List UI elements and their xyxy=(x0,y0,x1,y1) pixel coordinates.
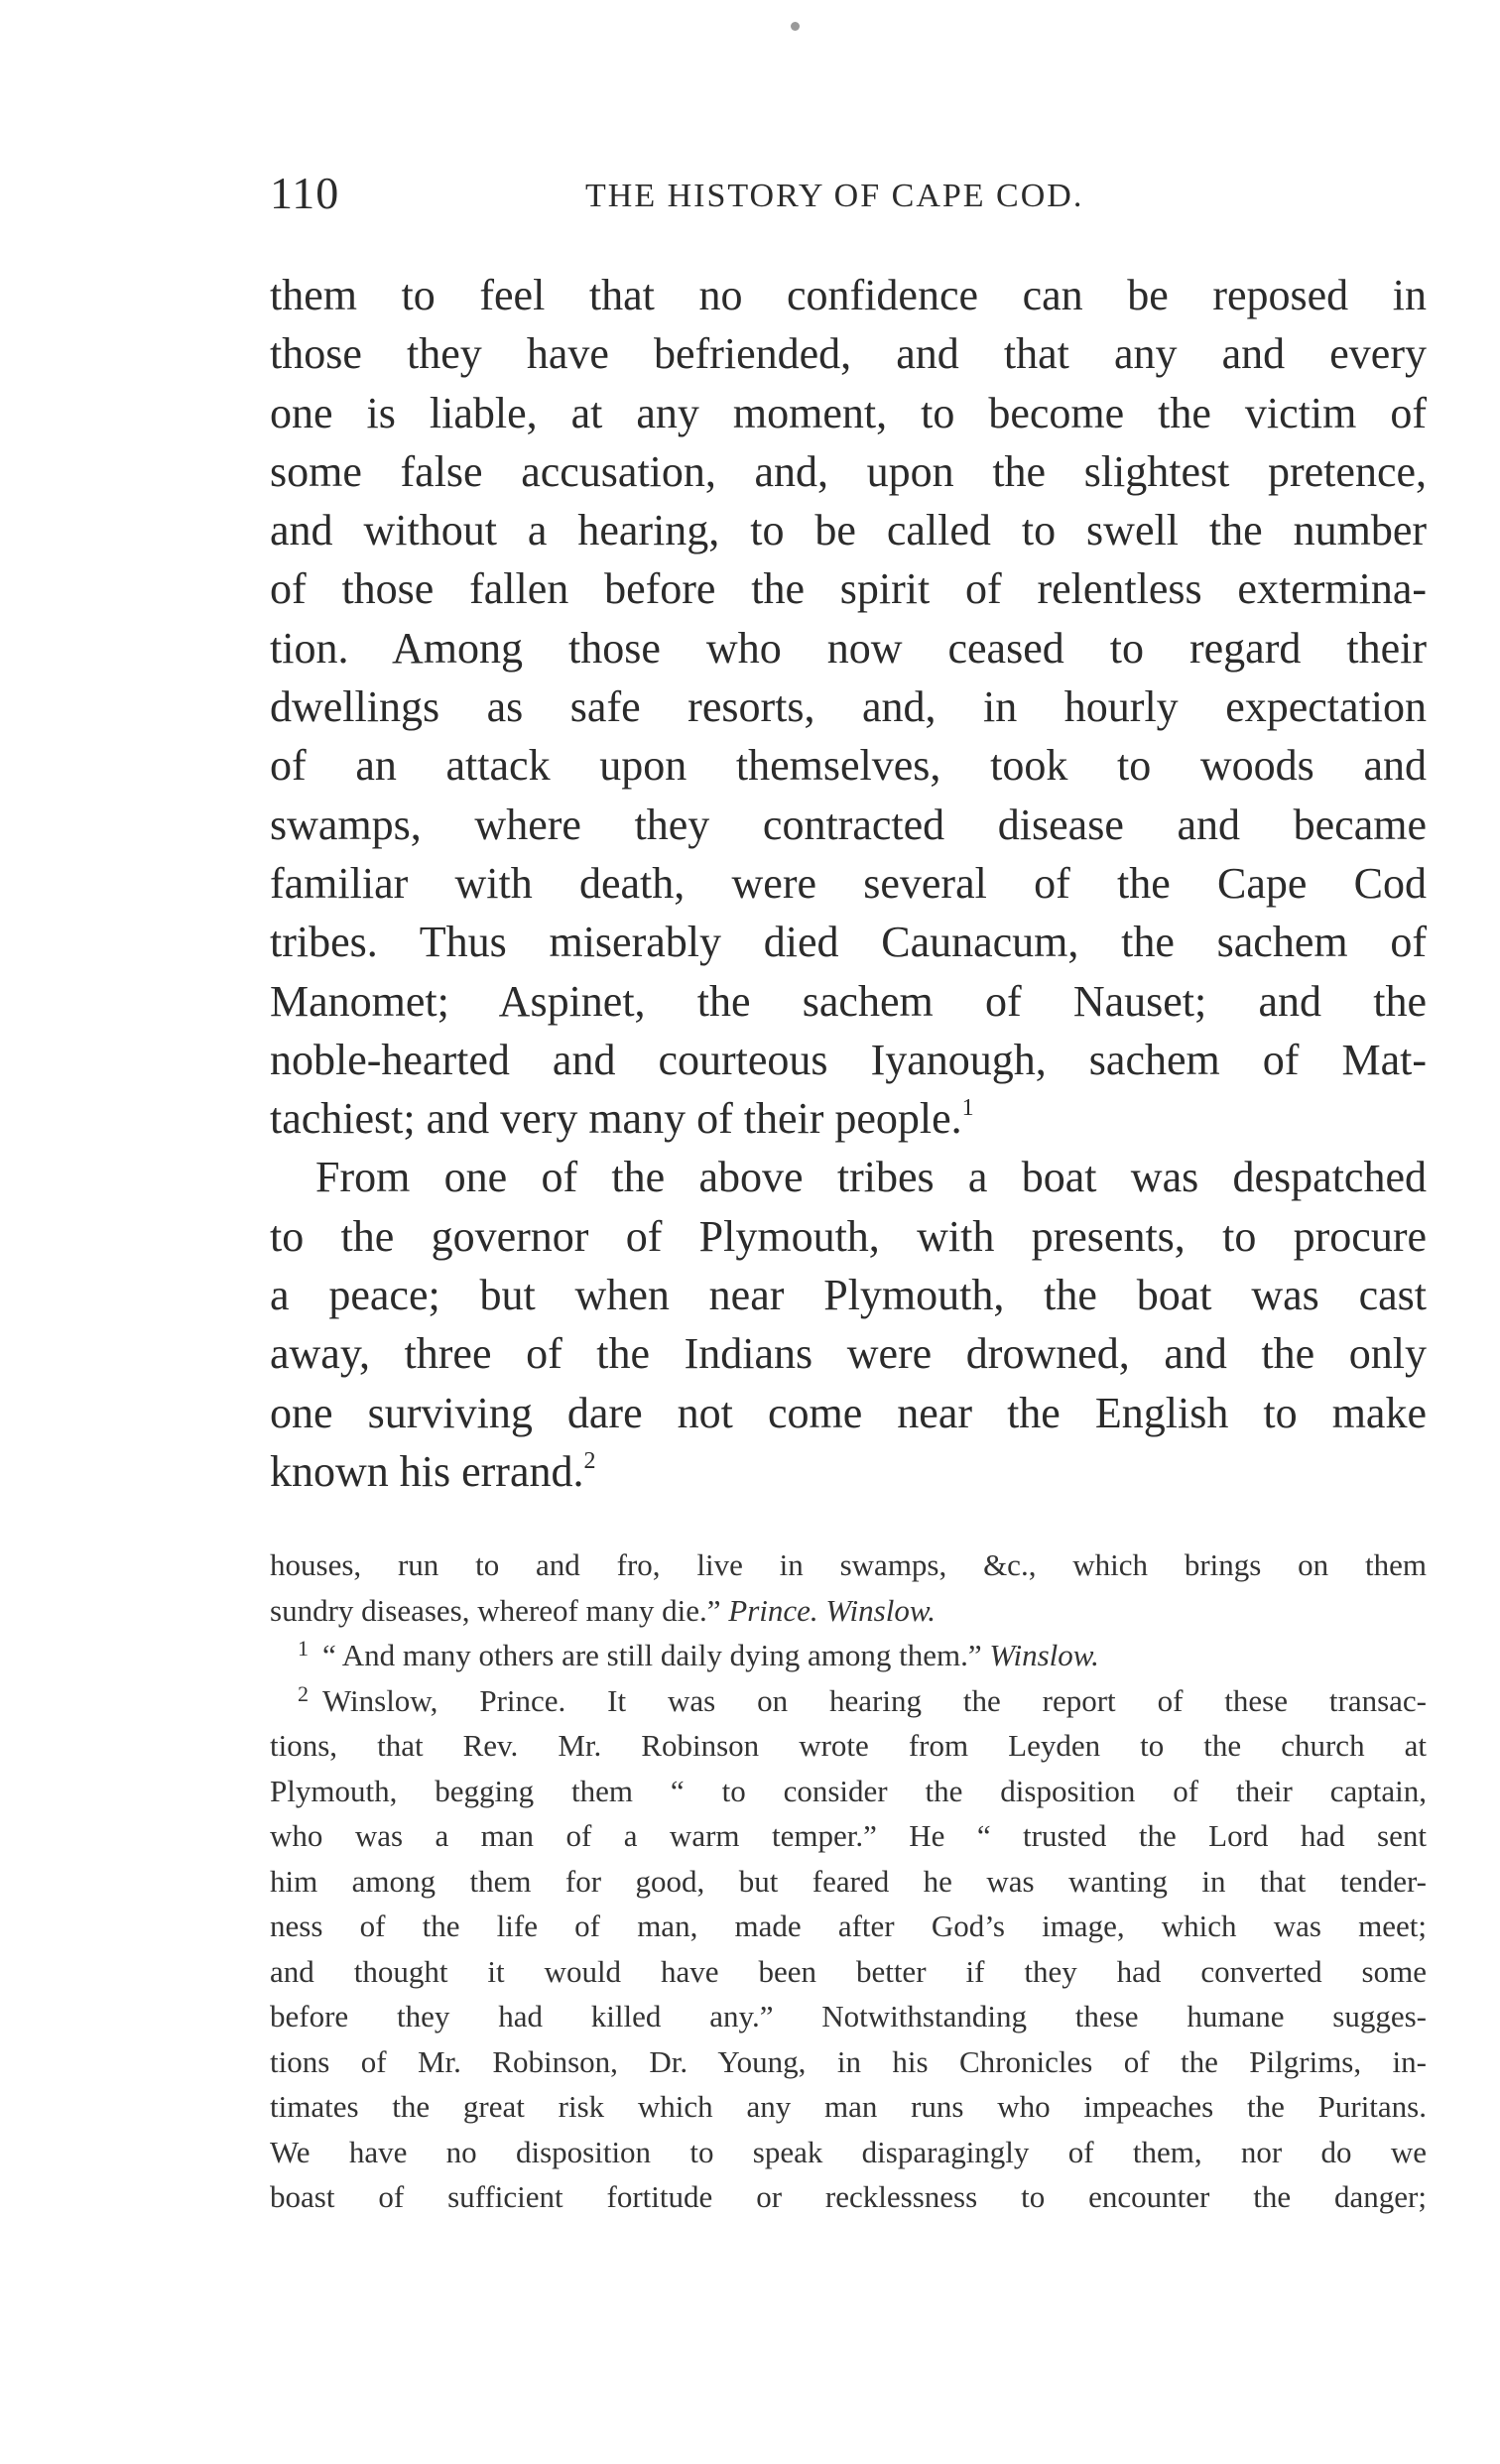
text-line: a peace; but when near Plymouth, the boat was cast xyxy=(270,1271,1427,1320)
text-line: From one of the above tribes a boat was despatched xyxy=(315,1153,1427,1202)
footnote-line: houses, run to and fro, live in swamps, &c., which brings on them xyxy=(270,1547,1427,1582)
text-line: to the governor of Plymouth, with presents, to procure xyxy=(270,1211,1427,1261)
footnote-line: boast of sufficient fortitude or recklessness to encounter the danger; xyxy=(270,2179,1427,2214)
footnote-line: tions, that Rev. Mr. Robinson wrote from Leyden to the church at xyxy=(270,1728,1427,1763)
main-text xyxy=(270,266,1427,1501)
text-line: of those fallen before the spirit of relentless extermina- xyxy=(270,564,1427,614)
page-header xyxy=(270,164,1431,223)
footnote-line: who was a man of a warm temper.” He “ trusted the Lord had sent xyxy=(270,1818,1427,1853)
text-line xyxy=(270,1442,1427,1501)
text-line: tribes. Thus miserably died Caunacum, the sachem of xyxy=(270,918,1427,967)
footnote-line: before they had killed any.” Notwithstanding these humane sugges- xyxy=(270,1999,1427,2033)
text-line: noble-hearted and courteous Iyanough, sachem of Mat- xyxy=(270,1035,1427,1084)
footnote-source: Winslow. xyxy=(825,1592,936,1628)
text-line-content: tachiest; and very many of their people. xyxy=(270,1094,962,1144)
footnote-marker: 1 xyxy=(298,1636,309,1661)
footnote-source: Winslow. xyxy=(989,1638,1099,1672)
text-line: of an attack upon themselves, took to woods and xyxy=(270,741,1427,791)
footnote-line: him among them for good, but feared he was wanting in that tender- xyxy=(270,1863,1427,1899)
footnote-line: ness of the life of man, made after God’s image, which was meet; xyxy=(270,1909,1427,1943)
text-line: dwellings as safe resorts, and, in hourly expectation xyxy=(270,682,1427,732)
text-line: familiar with death, were several of the Cape Cod xyxy=(270,858,1427,908)
text-line: some false accusation, and, upon the slightest pretence, xyxy=(270,446,1427,496)
printer-dot xyxy=(791,22,800,31)
text-line: those they have befriended, and that any and every xyxy=(270,329,1427,379)
text-line: and without a hearing, to be called to swell the number xyxy=(270,506,1427,555)
text-line: one is liable, at any moment, to become the victim of xyxy=(270,388,1427,437)
footnotes xyxy=(270,1542,1427,2220)
footnote-line: and thought it would have been better if they had converted some xyxy=(270,1953,1427,1989)
footnote-line: timates the great risk which any man runs who impeaches the Puritans. xyxy=(270,2089,1427,2124)
footnote-marker: 2 xyxy=(298,1680,309,1706)
footnote-text: “ And many others are still daily dying among them.” xyxy=(322,1638,990,1672)
footnote-text: sundry diseases, whereof many die.” xyxy=(270,1592,729,1628)
footnote-ref-1: 1 xyxy=(961,1095,974,1122)
text-line: them to feel that no confidence can be reposed in xyxy=(270,271,1427,319)
footnote-2 xyxy=(270,1678,1427,1724)
footnote-1 xyxy=(270,1633,1427,1678)
footnote-line: Plymouth, begging them “ to consider the disposition of their captain, xyxy=(270,1773,1427,1808)
footnote-line xyxy=(270,1588,1427,1634)
text-line: swamps, where they contracted disease and became xyxy=(270,800,1427,849)
page-number: 110 xyxy=(270,168,340,218)
footnote-line: We have no disposition to speak disparagingly of them, nor do we xyxy=(270,2134,1427,2169)
footnote-ref-2: 2 xyxy=(583,1447,596,1474)
text-line: one surviving dare not come near the English to make xyxy=(270,1388,1427,1437)
footnote-source: Prince. xyxy=(728,1592,818,1628)
text-line: tion. Among those who now ceased to regard their xyxy=(270,623,1427,673)
text-line: Manomet; Aspinet, the sachem of Nauset; and the xyxy=(270,976,1427,1026)
text-line: away, three of the Indians were drowned, and the only xyxy=(270,1329,1427,1379)
text-line xyxy=(270,1089,1427,1148)
text-line-content: known his errand. xyxy=(270,1446,584,1496)
footnote-line: tions of Mr. Robinson, Dr. Young, in his Chronicles of the Pilgrims, in- xyxy=(270,2043,1427,2079)
footnote-text: Winslow, Prince. It was on hearing the report of these transac- xyxy=(322,1682,1427,1718)
running-head: THE HISTORY OF CAPE COD. xyxy=(585,178,1084,214)
